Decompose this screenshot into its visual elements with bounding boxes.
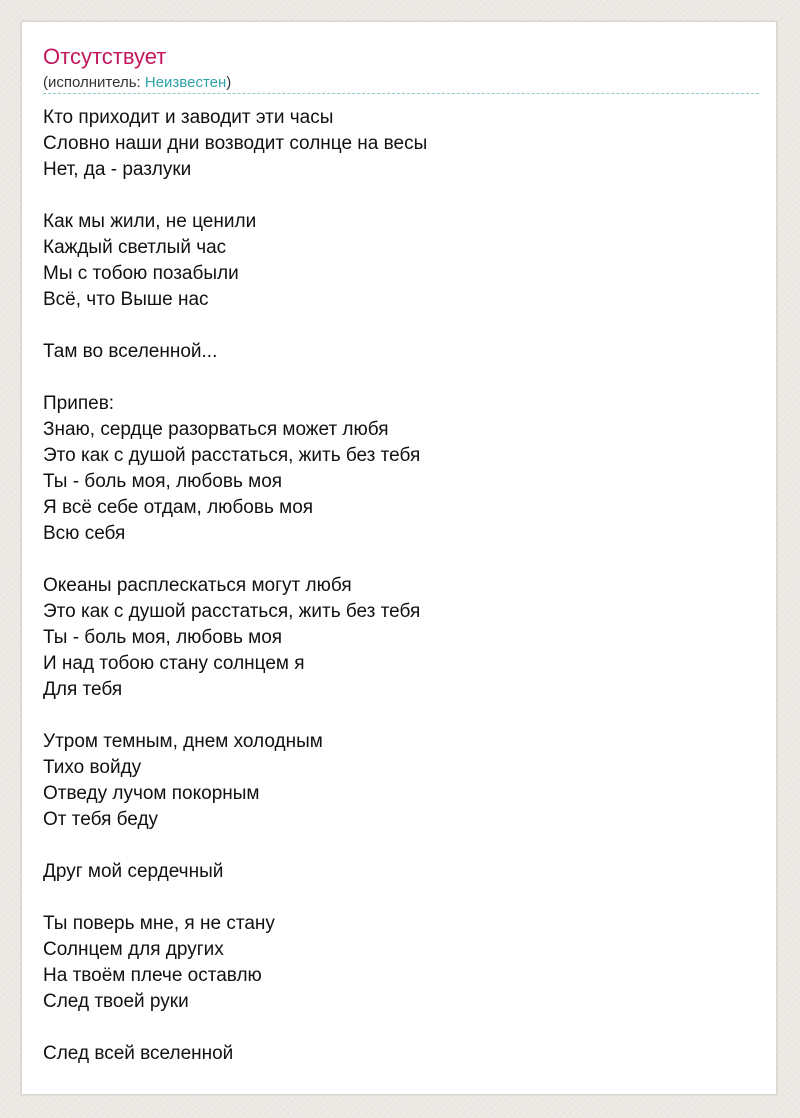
- lyric-line: Ты поверь мне, я не стану: [43, 913, 275, 934]
- lyric-line: Солнцем для других: [43, 939, 224, 960]
- lyric-line: Мы с тобою позабыли: [43, 263, 239, 284]
- lyric-line: Я всё себе отдам, любовь моя: [43, 497, 314, 518]
- title-divider: [43, 93, 759, 94]
- lyric-line: Это как с душой расстаться, жить без тебя: [43, 601, 421, 622]
- lyric-line: Океаны расплескаться могут любя: [43, 575, 352, 596]
- lyric-line: [43, 547, 759, 573]
- lyric-line: [43, 833, 759, 859]
- lyric-line: И над тобою стану солнцем я: [43, 653, 305, 674]
- lyric-line: [43, 885, 759, 911]
- lyric-line: Для тебя: [43, 679, 123, 700]
- lyric-line: Кто приходит и заводит эти часы: [43, 107, 334, 128]
- lyric-line: Припев:: [43, 393, 115, 414]
- lyric-line: Ты - боль моя, любовь моя: [43, 627, 283, 648]
- artist-prefix: (исполнитель:: [43, 74, 145, 91]
- song-title: Отсутствует: [43, 44, 167, 69]
- artist-link[interactable]: Неизвестен: [144, 74, 227, 91]
- lyric-line: Всю себя: [43, 523, 126, 544]
- lyric-line: Как мы жили, не ценили: [43, 211, 257, 232]
- lyric-line: Ты - боль моя, любовь моя: [43, 471, 283, 492]
- lyric-line: Тихо войду: [43, 757, 142, 778]
- lyric-line: Утром темным, днем холодным: [43, 731, 323, 752]
- lyric-line: Отведу лучом покорным: [43, 783, 260, 804]
- artist-line: [43, 73, 231, 93]
- lyric-line: От тебя беду: [43, 809, 159, 830]
- lyric-line: [43, 365, 759, 391]
- lyric-line: Знаю, сердце разорваться может любя: [43, 419, 389, 440]
- lyric-line: [43, 183, 759, 209]
- lyrics-card: [21, 21, 777, 1095]
- lyric-line: На твоём плече оставлю: [43, 965, 262, 986]
- lyric-line: Каждый светлый час: [43, 237, 227, 258]
- lyric-line: Друг мой сердечный: [43, 861, 224, 882]
- lyric-line: [43, 703, 759, 729]
- lyric-line: Всё, что Выше нас: [43, 289, 209, 310]
- lyric-line: Это как с душой расстаться, жить без тебя: [43, 445, 421, 466]
- lyric-line: След всей вселенной: [43, 1043, 234, 1064]
- lyric-line: След твоей руки: [43, 991, 189, 1012]
- lyric-line: [43, 313, 759, 339]
- lyric-line: Нет, да - разлуки: [43, 159, 192, 180]
- lyric-line: Словно наши дни возводит солнце на весы: [43, 133, 428, 154]
- lyrics-text: [43, 105, 759, 1067]
- lyric-line: [43, 1015, 759, 1041]
- artist-suffix: ): [226, 74, 232, 91]
- lyric-line: Там во вселенной...: [43, 341, 218, 362]
